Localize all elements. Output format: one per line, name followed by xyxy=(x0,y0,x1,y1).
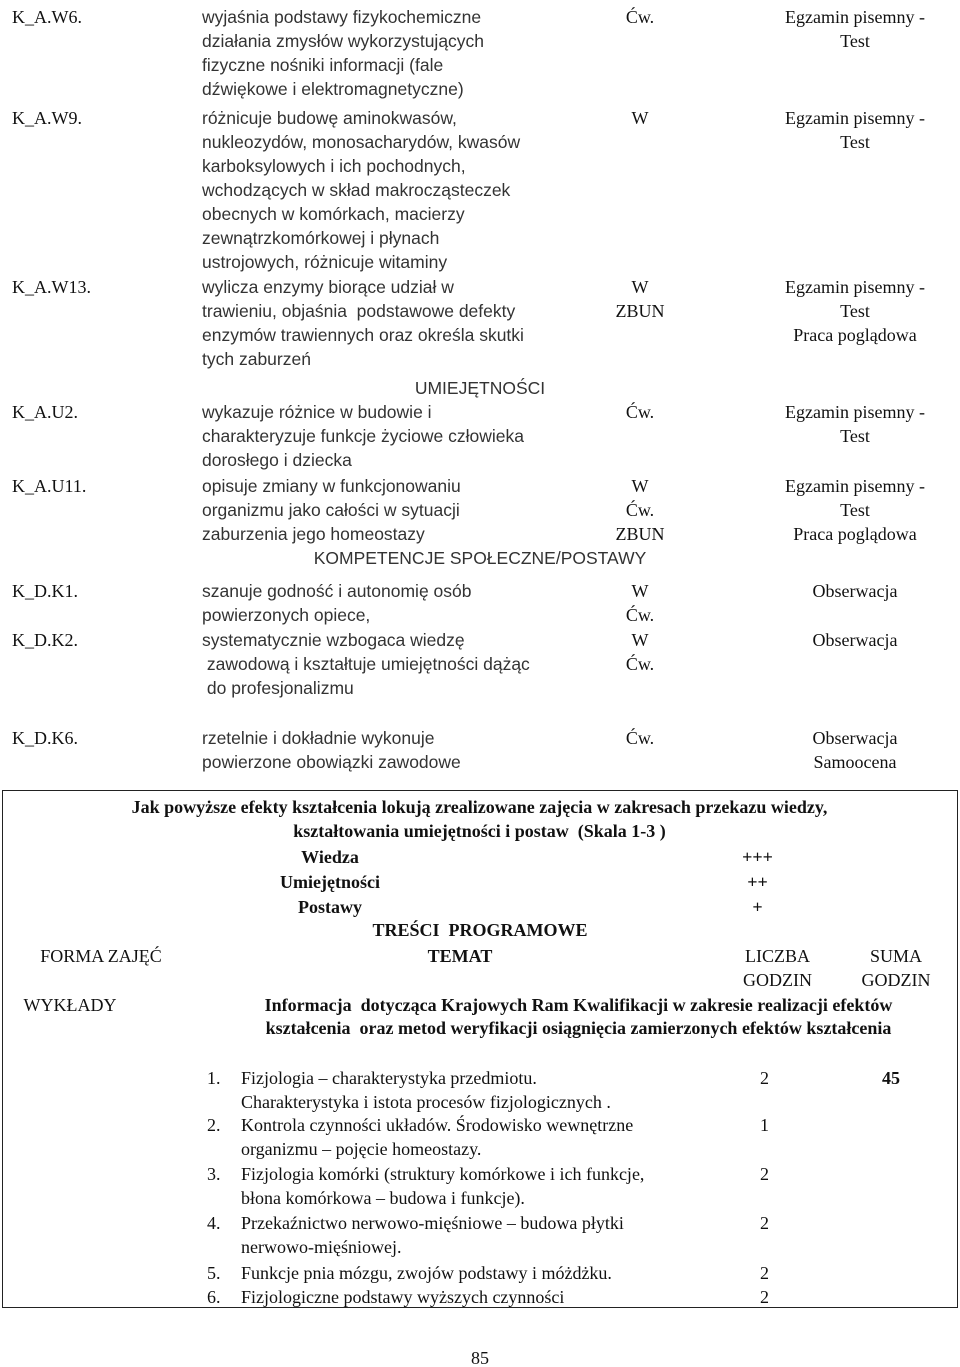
outcome-method: Egzamin pisemny - xyxy=(785,402,925,422)
outcome-desc-line: charakteryzuje funkcje życiowe człowieka xyxy=(202,426,524,446)
topic-number: 1. xyxy=(207,1068,221,1088)
outcome-desc-line: zawodową i kształtuje umiejętności dążąc xyxy=(202,654,530,674)
lecture-sum: 45 xyxy=(882,1068,900,1088)
topic-hours: 1 xyxy=(760,1115,769,1135)
outcome-desc-line: szanuje godność i autonomię osób xyxy=(202,581,472,601)
topic-text: Funkcje pnia mózgu, zwojów podstawy i móżdżku. xyxy=(241,1263,612,1283)
outcome-form: Ćw. xyxy=(625,605,655,625)
outcome-desc-line: ustrojowych, różnicuje witaminy xyxy=(202,252,448,272)
outcome-desc-line: obecnych w komórkach, macierzy xyxy=(202,204,465,224)
outcome-desc-line: systematycznie wzbogaca wiedzę xyxy=(202,630,465,650)
section-heading-skills: UMIEJĘTNOŚCI xyxy=(414,378,546,398)
outcome-desc-line: opisuje zmiany w funkcjonowaniu xyxy=(202,476,461,496)
outcome-method: Samoocena xyxy=(813,752,897,772)
outcome-code: K_A.W9. xyxy=(12,108,82,128)
outcome-desc-line: wykazuje różnice w budowie i xyxy=(202,402,432,422)
outcome-form: ZBUN xyxy=(615,524,665,544)
outcome-code: K_D.K6. xyxy=(12,728,78,748)
outcome-form: Ćw. xyxy=(625,7,655,27)
outcome-desc-line: zewnątrzkomórkowej i płynach xyxy=(202,228,440,248)
topic-hours: 2 xyxy=(760,1263,769,1283)
scale-label: Postawy xyxy=(298,897,362,917)
outcome-method: Test xyxy=(840,301,870,321)
outcome-desc-line: nukleozydów, monosacharydów, kwasów xyxy=(202,132,521,152)
topic-text: Charakterystyka i istota procesów fizjologicznych . xyxy=(241,1092,611,1112)
outcome-method: Test xyxy=(840,426,870,446)
divider xyxy=(2,790,957,791)
outcome-desc-line: powierzonych opiece, xyxy=(202,605,371,625)
outcome-method: Egzamin pisemny - xyxy=(785,7,925,27)
topic-hours: 2 xyxy=(760,1287,769,1307)
topic-text: Fizjologiczne podstawy wyższych czynności xyxy=(241,1287,565,1307)
topic-hours: 2 xyxy=(760,1068,769,1088)
header-topic: TEMAT xyxy=(427,946,493,966)
outcome-method: Obserwacja xyxy=(812,728,898,748)
topic-hours: 2 xyxy=(760,1164,769,1184)
topic-number: 4. xyxy=(207,1213,221,1233)
lecture-label: WYKŁADY xyxy=(23,995,117,1015)
topic-text: Fizjologia – charakterystyka przedmiotu. xyxy=(241,1068,537,1088)
header-hours: GODZIN xyxy=(743,970,812,990)
outcome-desc-line: do profesjonalizmu xyxy=(202,678,354,698)
outcome-desc-line: trawieniu, objaśnia podstawowe defekty xyxy=(202,301,516,321)
outcome-desc-line: wyjaśnia podstawy fizykochemiczne xyxy=(202,7,482,27)
outcome-desc-line: działania zmysłów wykorzystujących xyxy=(202,31,485,51)
outcome-desc-line: rzetelnie i dokładnie wykonuje xyxy=(202,728,435,748)
outcome-form: W xyxy=(631,277,649,297)
outcome-desc-line: fizyczne nośniki informacji (fale xyxy=(202,55,444,75)
header-form: FORMA ZAJĘĆ xyxy=(40,946,162,966)
outcome-form: Ćw. xyxy=(625,500,655,520)
page-number: 85 xyxy=(471,1348,489,1367)
outcome-desc-line: tych zaburzeń xyxy=(202,349,311,369)
outcome-desc-line: wylicza enzymy biorące udział w xyxy=(202,277,454,297)
outcome-method: Praca poglądowa xyxy=(793,524,917,544)
outcome-form: ZBUN xyxy=(615,301,665,321)
outcome-code: K_D.K2. xyxy=(12,630,78,650)
scale-question: kształtowania umiejętności i postaw (Skala 1-3 ) xyxy=(293,821,666,841)
outcome-desc-line: wchodzących w skład makrocząsteczek xyxy=(202,180,511,200)
divider xyxy=(2,790,3,1308)
topic-text: Przekaźnictwo nerwowo-mięśniowe – budowa płytki xyxy=(241,1213,624,1233)
topic-number: 2. xyxy=(207,1115,221,1135)
scale-label: Wiedza xyxy=(301,847,359,867)
info-text: kształcenia oraz metod weryfikacji osiągnięcia zamierzonych efektów kształcenia xyxy=(265,1018,892,1038)
divider xyxy=(957,790,958,1308)
outcome-method: Obserwacja xyxy=(812,581,898,601)
outcome-desc-line: dźwiękowe i elektromagnetyczne) xyxy=(202,79,464,99)
outcome-desc-line: powierzone obowiązki zawodowe xyxy=(202,752,461,772)
outcome-method: Test xyxy=(840,132,870,152)
scale-value: ++ xyxy=(747,872,768,892)
topic-text: Fizjologia komórki (struktury komórkowe i ich funkcje, xyxy=(241,1164,645,1184)
outcome-desc-line: różnicuje budowę aminokwasów, xyxy=(202,108,457,128)
program-title: TREŚCI PROGRAMOWE xyxy=(372,920,588,940)
outcome-form: W xyxy=(631,581,649,601)
scale-value: + xyxy=(752,897,763,917)
outcome-form: W xyxy=(631,476,649,496)
header-sum: GODZIN xyxy=(861,970,931,990)
outcome-desc-line: zaburzenia jego homeostazy xyxy=(202,524,425,544)
outcome-form: Ćw. xyxy=(625,402,655,422)
outcome-code: K_D.K1. xyxy=(12,581,78,601)
info-text: Informacja dotycząca Krajowych Ram Kwalifikacji w zakresie realizacji efektów xyxy=(264,995,893,1015)
outcome-code: K_A.U11. xyxy=(12,476,87,496)
outcome-method: Test xyxy=(840,31,870,51)
outcome-method: Egzamin pisemny - xyxy=(785,277,925,297)
topic-text: nerwowo-mięśniowej. xyxy=(241,1237,402,1257)
topic-number: 3. xyxy=(207,1164,221,1184)
topic-number: 5. xyxy=(207,1263,221,1283)
outcome-method: Egzamin pisemny - xyxy=(785,476,925,496)
outcome-code: K_A.W13. xyxy=(12,277,91,297)
outcome-form: Ćw. xyxy=(625,654,655,674)
outcome-method: Obserwacja xyxy=(812,630,898,650)
outcome-form: W xyxy=(631,630,649,650)
header-hours: LICZBA xyxy=(745,946,810,966)
outcome-code: K_A.W6. xyxy=(12,7,82,27)
topic-number: 6. xyxy=(207,1287,221,1307)
topic-hours: 2 xyxy=(760,1213,769,1233)
outcome-method: Test xyxy=(840,500,870,520)
topic-text: błona komórkowa – budowa i funkcje). xyxy=(241,1188,525,1208)
header-sum: SUMA xyxy=(869,946,922,966)
outcome-desc-line: karboksylowych i ich pochodnych, xyxy=(202,156,466,176)
outcome-method: Praca poglądowa xyxy=(793,325,917,345)
outcome-code: K_A.U2. xyxy=(12,402,78,422)
scale-value: +++ xyxy=(742,847,773,867)
outcome-desc-line: dorosłego i dziecka xyxy=(202,450,352,470)
divider xyxy=(2,1307,958,1308)
scale-label: Umiejętności xyxy=(280,872,380,892)
outcome-desc-line: enzymów trawiennych oraz określa skutki xyxy=(202,325,524,345)
outcome-desc-line: organizmu jako całości w sytuacji xyxy=(202,500,460,520)
outcome-form: W xyxy=(631,108,649,128)
scale-question: Jak powyższe efekty kształcenia lokują zrealizowane zajęcia w zakresach przekazu wiedzy, xyxy=(131,797,828,817)
outcome-form: Ćw. xyxy=(625,728,655,748)
topic-text: organizmu – pojęcie homeostazy. xyxy=(241,1139,482,1159)
topic-text: Kontrola czynności układów. Środowisko wewnętrzne xyxy=(241,1115,634,1135)
section-heading-competences: KOMPETENCJE SPOŁECZNE/POSTAWY xyxy=(313,548,647,568)
outcome-method: Egzamin pisemny - xyxy=(785,108,925,128)
